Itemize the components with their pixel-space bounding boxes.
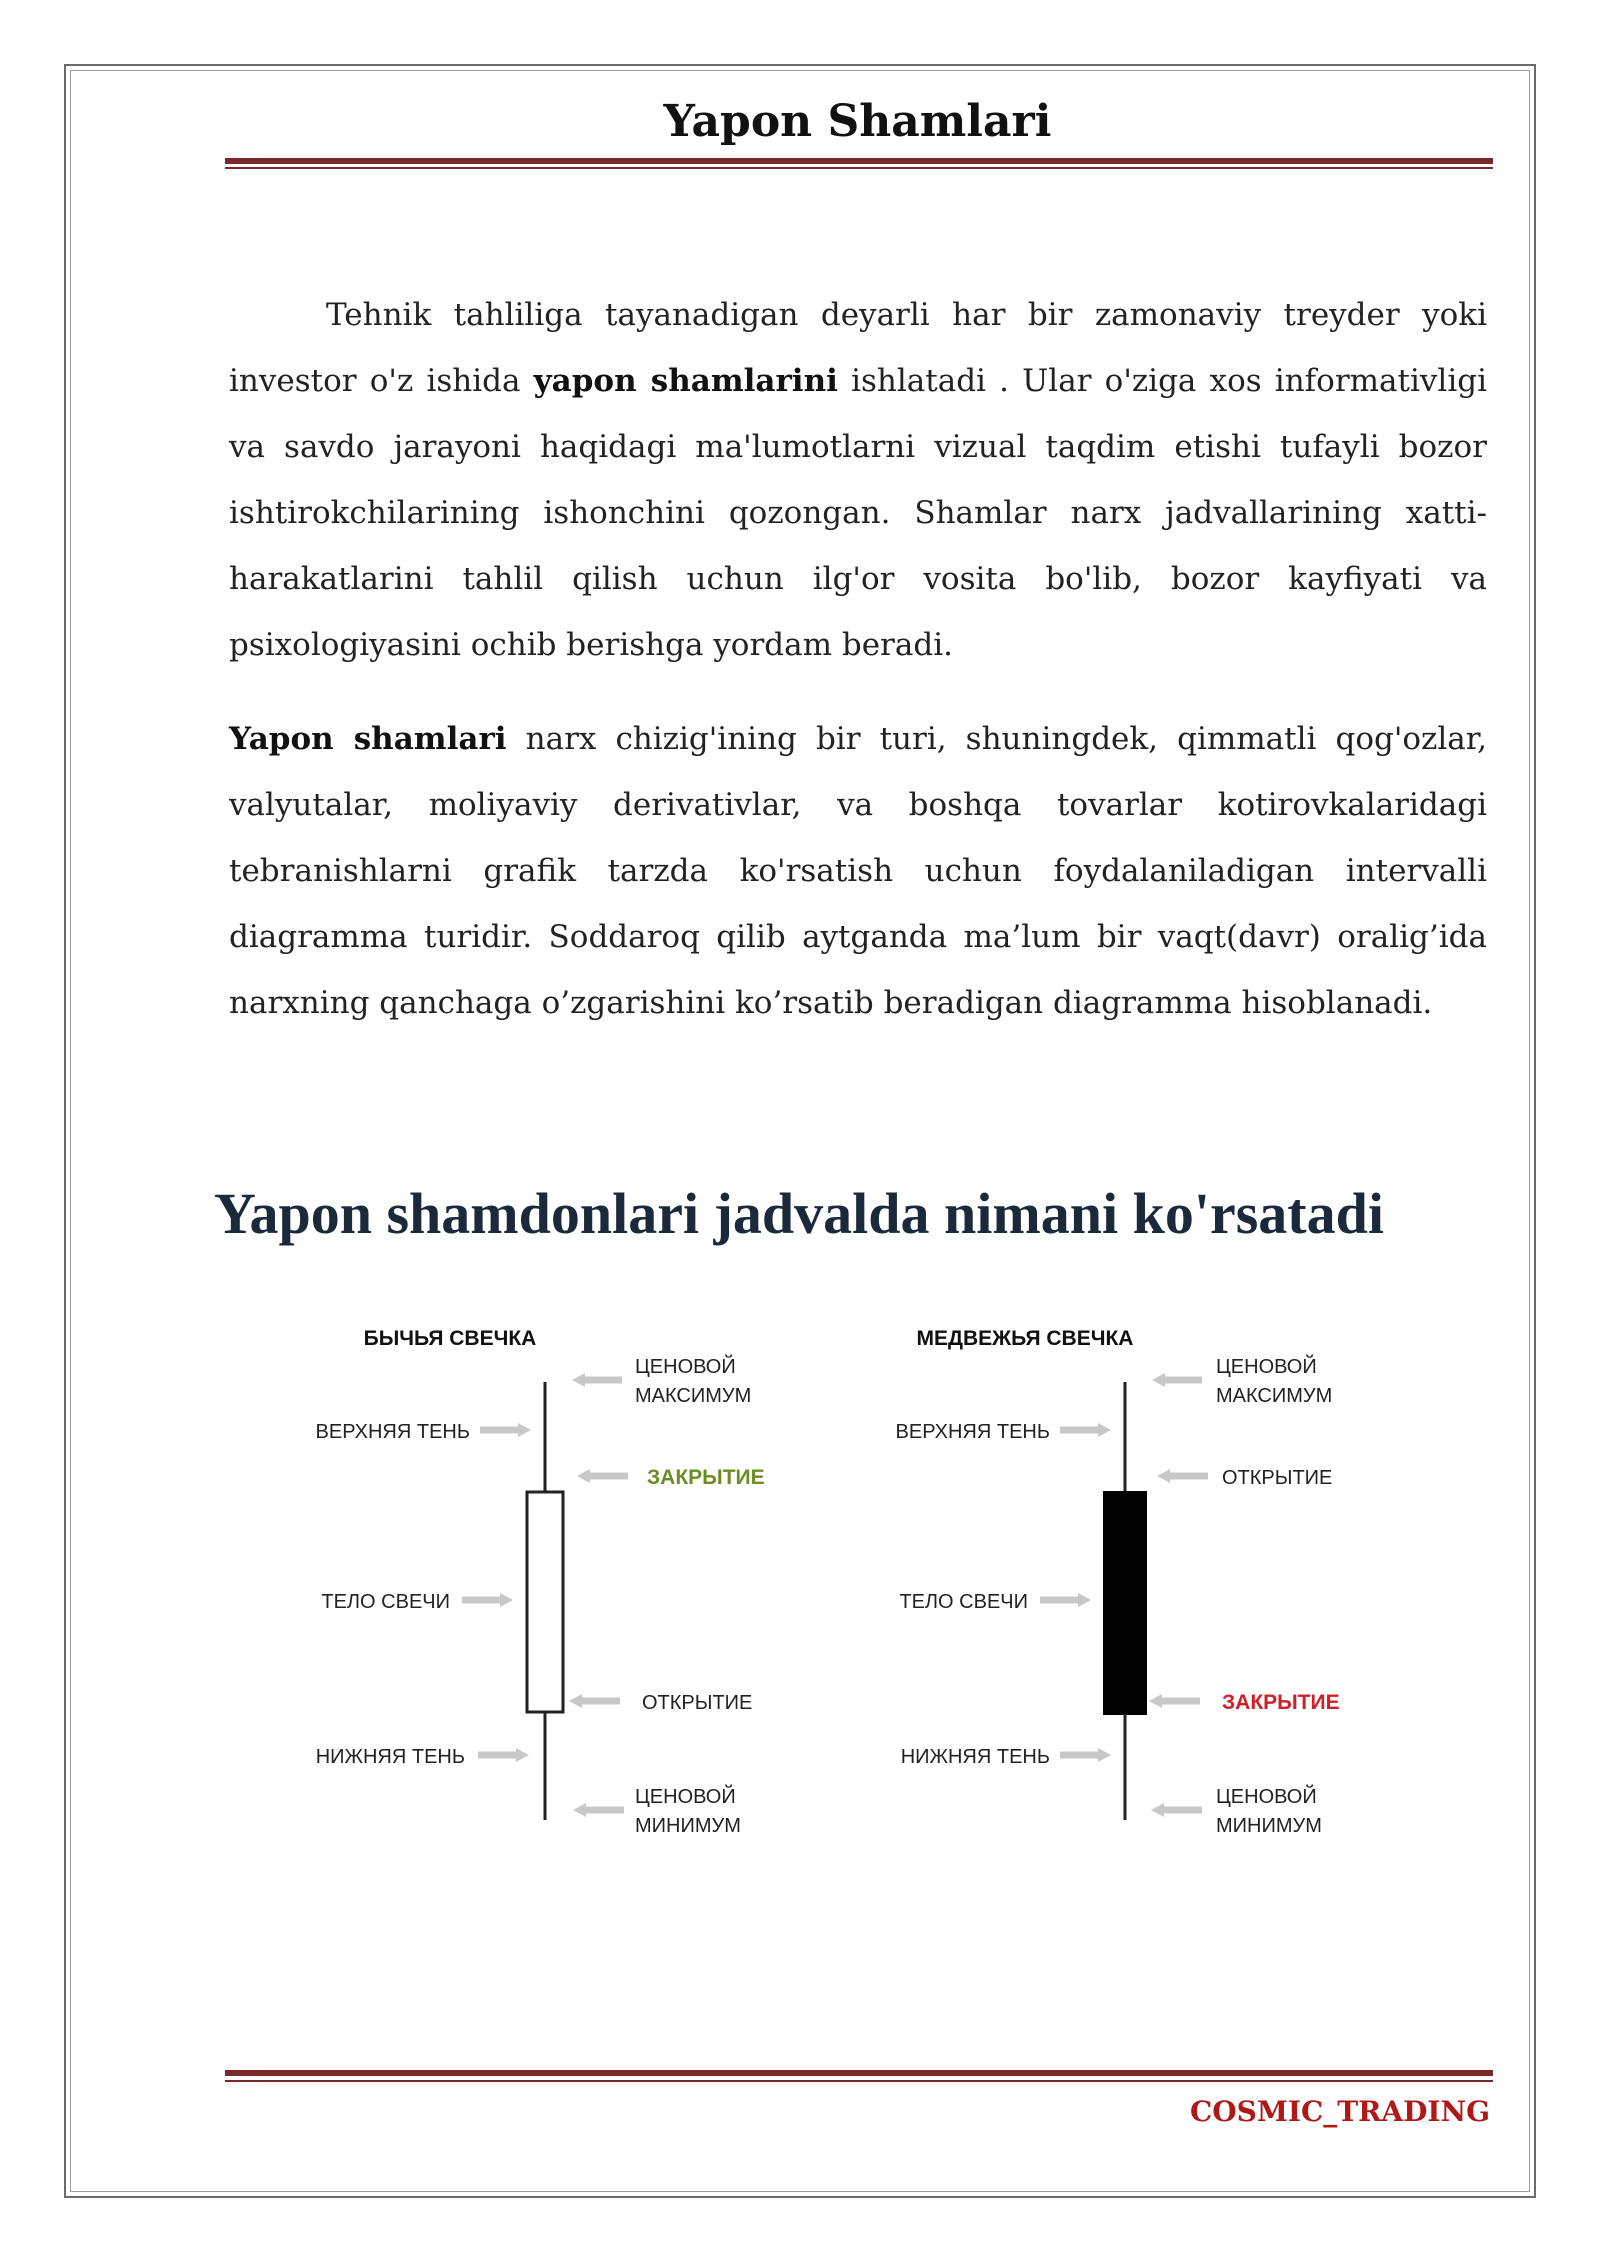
footer-rule-thick xyxy=(225,2070,1493,2076)
bull-high-label-2: МАКСИМУМ xyxy=(635,1385,752,1407)
bear-heading: МЕДВЕЖЬЯ СВЕЧКА xyxy=(916,1327,1134,1350)
bear-arrow-close xyxy=(1149,1694,1200,1708)
bear-candle-body xyxy=(1104,1492,1146,1714)
bear-upper-shadow-label: ВЕРХНЯЯ ТЕНЬ xyxy=(895,1421,1050,1443)
paragraph-definition xyxy=(229,706,1487,1036)
bear-arrow-open xyxy=(1157,1469,1208,1483)
bull-open-label: ОТКРЫТИЕ xyxy=(642,1692,753,1714)
bull-low-label-1: ЦЕНОВОЙ xyxy=(635,1786,736,1808)
footer-brand: COSMIC_TRADING xyxy=(1190,2095,1490,2128)
bear-high-label-1: ЦЕНОВОЙ xyxy=(1216,1356,1317,1378)
bull-high-label-1: ЦЕНОВОЙ xyxy=(635,1356,736,1378)
header-rule-thin xyxy=(225,167,1493,169)
bull-arrow-open xyxy=(569,1694,620,1708)
bull-low-label-2: МИНИМУМ xyxy=(635,1815,741,1837)
bull-arrow-high xyxy=(572,1373,622,1387)
bull-close-label: ЗАКРЫТИЕ xyxy=(647,1466,765,1489)
page-title: Yapon Shamlari xyxy=(663,96,1052,147)
bull-lower-shadow-label: НИЖНЯЯ ТЕНЬ xyxy=(315,1746,465,1768)
bear-close-label: ЗАКРЫТИЕ xyxy=(1222,1691,1340,1714)
bear-arrow-upper-shadow xyxy=(1060,1423,1111,1437)
diagram-title: Yapon shamdonlari jadvalda nimani ko'rsatadi xyxy=(214,1181,1384,1246)
p1-text-start: Tehnik tahliliga tayanadigan deyarli har bir zamonaviy treyder yoki investor o'z ishida xyxy=(229,297,1487,399)
bear-high-label-2: МАКСИМУМ xyxy=(1216,1385,1333,1407)
bull-candle-body xyxy=(527,1492,563,1712)
p1-text-end: ishlatadi . Ular o'ziga xos informativligi va savdo jarayoni haqidagi ma'lumotlarni vizual taqdim etishi tufayli bozor ishtirokchilarining ishonchini qozongan. Shamlar narx jadvallarining xatti-harakatlarini tahlil qilish uchun ilg'or vosita bo'lib, bozor kayfiyati va psixologiyasini ochib berishga yordam beradi. xyxy=(229,363,1487,663)
bear-low-label-2: МИНИМУМ xyxy=(1216,1815,1322,1837)
footer-rule-thin xyxy=(225,2080,1493,2082)
candlestick-svg xyxy=(200,1160,1430,1880)
bear-arrow-high xyxy=(1152,1373,1202,1387)
bull-arrow-body xyxy=(462,1593,513,1607)
candlestick-diagram xyxy=(200,1160,1430,1880)
p1-bold: yapon shamlarini xyxy=(533,363,838,399)
bull-upper-shadow-label: ВЕРХНЯЯ ТЕНЬ xyxy=(315,1421,470,1443)
bull-arrow-close xyxy=(577,1469,628,1483)
bull-body-label: ТЕЛО СВЕЧИ xyxy=(321,1591,450,1613)
paragraph-intro xyxy=(229,282,1487,678)
bear-open-label: ОТКРЫТИЕ xyxy=(1222,1467,1333,1489)
bull-arrow-lower-shadow xyxy=(478,1748,529,1762)
bear-body-label: ТЕЛО СВЕЧИ xyxy=(899,1591,1028,1613)
bear-low-label-1: ЦЕНОВОЙ xyxy=(1216,1786,1317,1808)
bear-arrow-low xyxy=(1151,1803,1202,1817)
bull-arrow-upper-shadow xyxy=(480,1423,531,1437)
p2-bold: Yapon shamlari xyxy=(229,721,507,757)
bear-arrow-body xyxy=(1040,1593,1091,1607)
header-rule-thick xyxy=(225,158,1493,164)
bull-arrow-low xyxy=(573,1803,624,1817)
p2-text: narx chizig'ining bir turi, shuningdek, qimmatli qog'ozlar, valyutalar, moliyaviy derivativlar, va boshqa tovarlar kotirovkalaridagi tebranishlarni grafik tarzda ko'rsatish uchun foydalaniladigan intervalli diagramma turidir. Soddaroq qilib aytganda ma’lum bir vaqt(davr) oralig’ida narxning qanchaga o’zgarishini ko’rsatib beradigan diagramma hisoblanadi. xyxy=(229,721,1488,1021)
bear-arrow-lower-shadow xyxy=(1060,1748,1111,1762)
bear-lower-shadow-label: НИЖНЯЯ ТЕНЬ xyxy=(900,1746,1050,1768)
bull-heading: БЫЧЬЯ СВЕЧКА xyxy=(363,1327,537,1350)
